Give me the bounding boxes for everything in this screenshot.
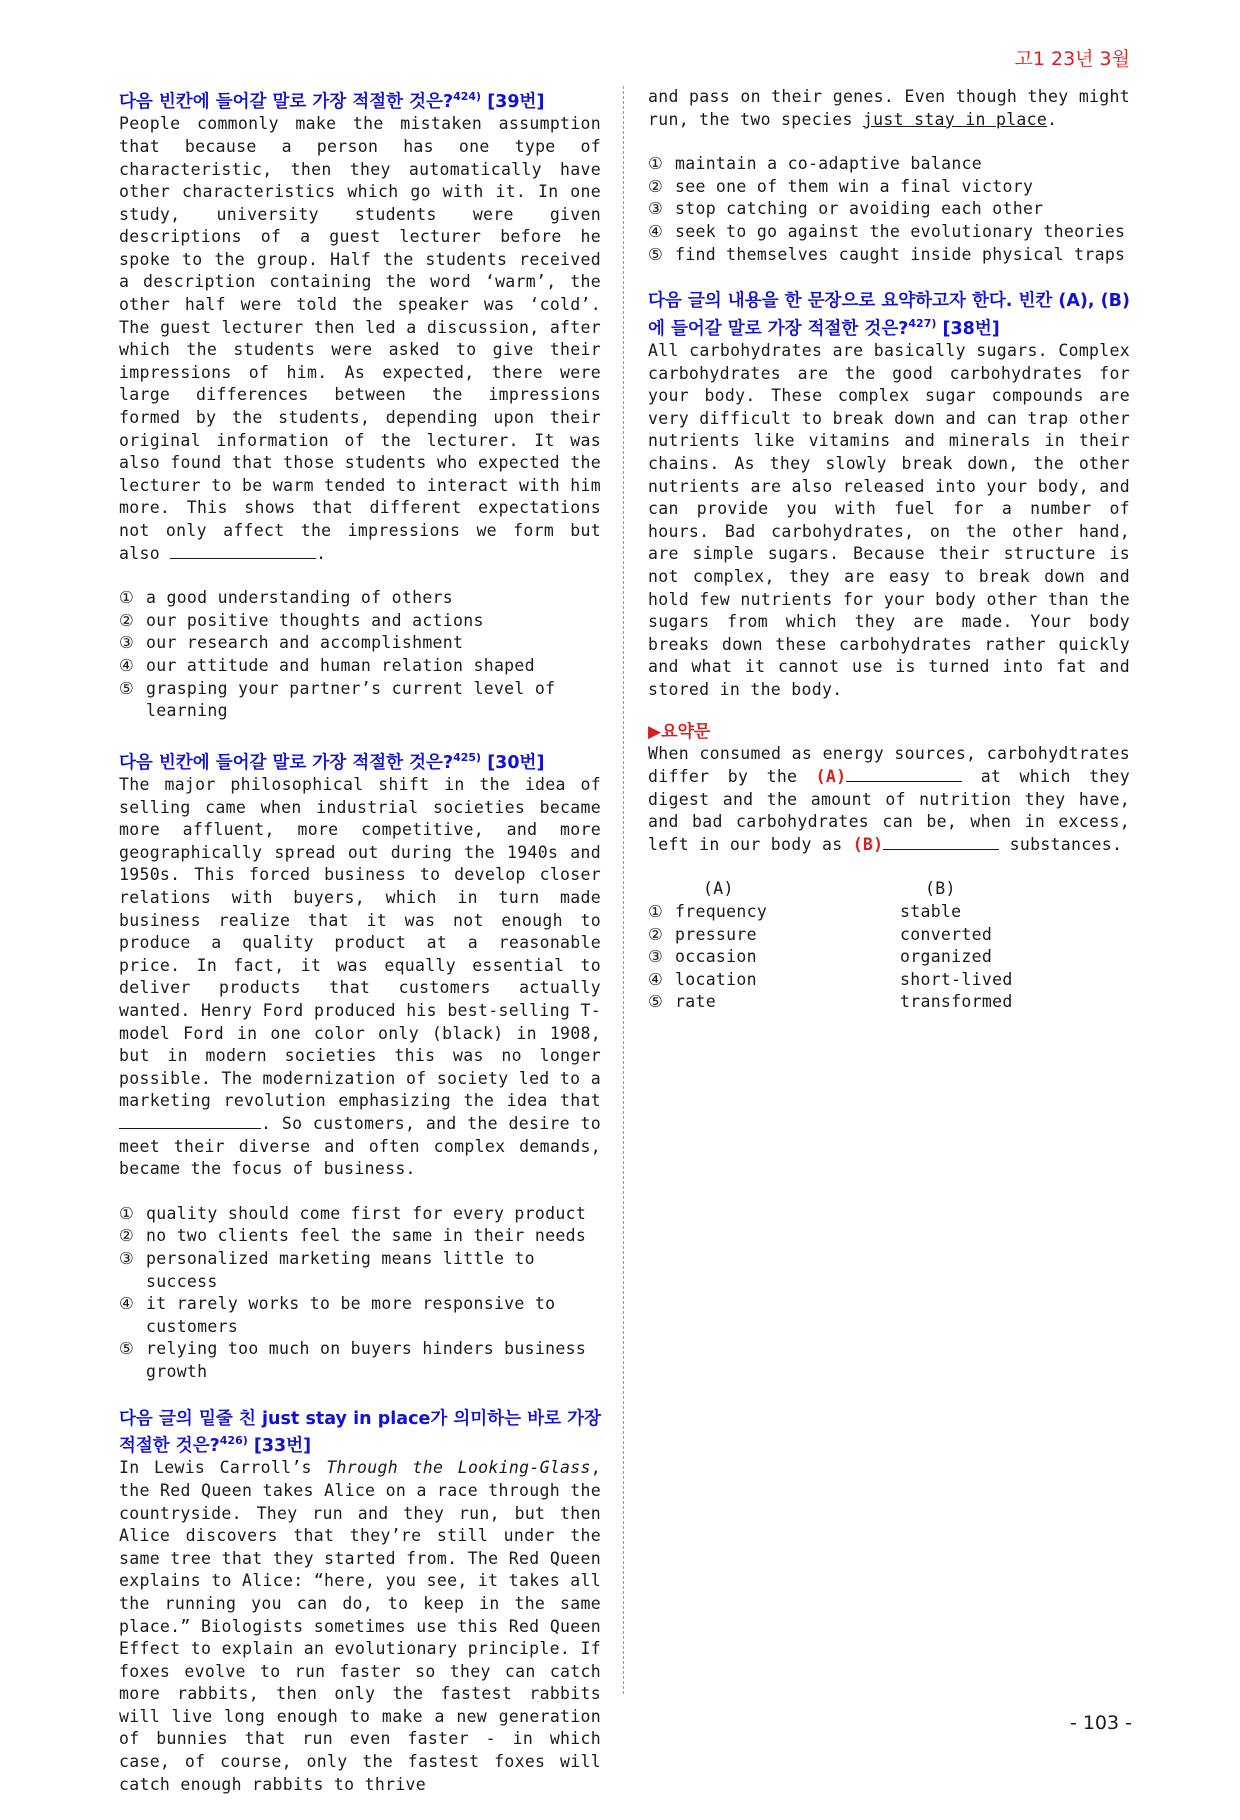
option-text: no two clients feel the same in their needs xyxy=(146,1226,587,1246)
option-5[interactable] xyxy=(119,678,601,723)
blank-marker-b: (B) xyxy=(852,834,884,854)
question-427-heading xyxy=(648,290,1130,340)
option-number: ③ xyxy=(648,947,664,967)
underlined-phrase: just stay in place xyxy=(862,109,1048,129)
option-a-cell xyxy=(648,991,900,1014)
passage-text-cont: , the Red Queen takes Alice on a race through the countryside. They run and they run, but then Alice discovers that they’re still under the same tree that they started from. The Red Queen explains to Alice: “here, you see, it takes all the running you can do, to keep in the same place.” Biologists sometimes use this Red Queen Effect to explain an evolutionary principle. If foxes evolve to run faster so they can catch more rabbits, then only the fastest rabbits will live long enough to make a new generation of bunnies that run even faster - in which case, of course, only the fastest foxes will catch enough rabbits to thrive xyxy=(119,1458,601,1794)
option-text: maintain a co-adaptive balance xyxy=(675,154,983,174)
option-text: stop catching or avoiding each other xyxy=(675,199,1044,219)
question-426-passage-part2 xyxy=(648,86,1130,131)
question-426-heading xyxy=(119,1408,601,1458)
option-5[interactable] xyxy=(119,1338,601,1383)
summary-label: ▶요약문 xyxy=(648,722,711,743)
option-number: ④ xyxy=(119,1294,135,1314)
question-426-tag: [33번] xyxy=(253,1435,312,1456)
option-number: ⑤ xyxy=(119,1339,135,1359)
option-5[interactable] xyxy=(648,244,1130,267)
page-header: 고1 23년 3월 xyxy=(1014,48,1130,70)
option-number: ⑤ xyxy=(648,992,664,1012)
question-426-title: 다음 글의 밑줄 친 just stay in place가 의미하는 바로 가장 적절한 것은? xyxy=(119,1408,601,1456)
page-number: - 103 - xyxy=(1069,1712,1132,1734)
left-column xyxy=(119,86,601,1820)
question-424-title: 다음 빈칸에 들어갈 말로 가장 적절한 것은? xyxy=(119,91,454,112)
question-427-tag: [38번] xyxy=(942,318,1000,339)
answer-blank xyxy=(170,544,316,559)
question-427-passage: All carbohydrates are basically sugars. Complex carbohydrates are the good carbohydrates for your body. These complex sugar compounds are very difficult to break down and can trap other nutrients like vitamins and minerals in their chains. As they slowly break down, the other nutrients are also released into your body, and can provide you with fuel for a number of hours. Bad carbohydrates, on the other hand, are simple sugars. Because their structure is not complex, they are easy to break down and hold few nutrients for your body other than the sugars from which they are made. Your body breaks down these carbohydrates rather quickly and what it cannot use is turned into fat and stored in the body. xyxy=(648,340,1130,699)
option-1[interactable] xyxy=(119,587,601,610)
question-424-tag: [39번] xyxy=(487,91,545,112)
question-425-title: 다음 빈칸에 들어갈 말로 가장 적절한 것은? xyxy=(119,752,454,773)
option-2[interactable] xyxy=(119,1225,601,1248)
option-4[interactable] xyxy=(119,655,601,678)
question-426-continued xyxy=(648,86,1130,266)
option-b-text: transformed xyxy=(900,992,1013,1012)
question-427 xyxy=(648,290,1130,1014)
option-4[interactable] xyxy=(119,1293,601,1338)
option-text: our research and accomplishment xyxy=(146,633,464,653)
question-426-number: 426) xyxy=(219,1434,248,1448)
answer-table-header xyxy=(648,878,1130,901)
option-a-cell xyxy=(648,969,900,992)
option-text: seek to go against the evolutionary theories xyxy=(675,221,1126,241)
option-number: ② xyxy=(648,176,664,196)
option-number: ① xyxy=(119,1203,135,1223)
option-text: our attitude and human relation shaped xyxy=(146,655,535,675)
question-426 xyxy=(119,1408,601,1797)
summary-text: When consumed as energy sources, carbohydtrates differ by the xyxy=(648,744,1130,787)
option-number: ③ xyxy=(648,199,664,219)
question-424-heading xyxy=(119,86,601,113)
option-number: ③ xyxy=(119,633,135,653)
option-a-text: location xyxy=(675,969,757,989)
option-text: relying too much on buyers hinders business growth xyxy=(146,1339,587,1381)
option-number: ① xyxy=(119,588,135,608)
answer-blank xyxy=(119,1114,261,1129)
column-divider xyxy=(623,86,624,1694)
answer-table xyxy=(648,878,1130,1014)
option-4[interactable] xyxy=(648,969,1130,992)
option-number: ③ xyxy=(119,1248,135,1268)
option-a-cell xyxy=(648,924,900,947)
option-b-text: organized xyxy=(900,947,993,967)
question-425-options xyxy=(119,1203,601,1384)
summary-text-end: substances. xyxy=(999,834,1123,854)
option-1[interactable] xyxy=(119,1203,601,1226)
option-number: ⑤ xyxy=(648,244,664,264)
option-3[interactable] xyxy=(119,632,601,655)
option-5[interactable] xyxy=(648,991,1130,1014)
book-title: Through the Looking-Glass xyxy=(326,1458,591,1478)
option-text: it rarely works to be more responsive to customers xyxy=(146,1294,556,1336)
option-b-text: converted xyxy=(900,924,993,944)
option-text: a good understanding of others xyxy=(146,588,454,608)
passage-text: In Lewis Carroll’s xyxy=(119,1458,327,1478)
option-a-text: rate xyxy=(675,992,716,1012)
option-3[interactable] xyxy=(648,198,1130,221)
option-a-text: frequency xyxy=(675,902,768,922)
question-426-options xyxy=(648,153,1130,266)
blank-b xyxy=(883,835,999,850)
question-425-tag: [30번] xyxy=(487,752,545,773)
question-425-heading xyxy=(119,747,601,774)
option-a-text: occasion xyxy=(675,947,757,967)
option-number: ④ xyxy=(648,221,664,241)
option-b-text: short-lived xyxy=(900,969,1013,989)
summary-text-cont: at which they digest and the amount of nutrition they have, and bad carbohydrates can be, when in excess, left in our body as xyxy=(648,767,1131,854)
blank-a xyxy=(846,767,962,782)
question-424-options xyxy=(119,587,601,723)
option-2[interactable] xyxy=(648,176,1130,199)
passage-text: and pass on their genes. Even though they might run, the two species xyxy=(648,87,1130,129)
option-number: ⑤ xyxy=(119,678,135,698)
question-425-passage xyxy=(119,774,601,1181)
option-number: ④ xyxy=(648,969,664,989)
question-427-title: 다음 글의 내용을 한 문장으로 요약하고자 한다. 빈칸 (A), (B)에 들어갈 말로 가장 적절한 것은? xyxy=(648,291,1131,339)
option-text: find themselves caught inside physical traps xyxy=(675,244,1126,264)
option-number: ② xyxy=(119,610,135,630)
question-425 xyxy=(119,747,601,1384)
option-a-cell xyxy=(648,946,900,969)
passage-text: The major philosophical shift in the idea of selling came when industrial societies became more affluent, more competitive, and more geographically spread out during the 1940s and 1950s. This forced business to develop closer relations with buyers, which in turn made business realize that it was not enough to produce a quality product at a reasonable price. In fact, it was equally essential to deliver products that customers actually wanted. Henry Ford produced his best-selling T-model Ford in one color only (black) in 1908, but in modern societies this was no longer possible. The modernization of society led to a marketing revolution emphasizing the idea that xyxy=(119,775,601,1111)
option-text: see one of them win a final victory xyxy=(675,176,1034,196)
column-b-label: (B) xyxy=(925,879,956,899)
option-b-text: stable xyxy=(900,902,962,922)
option-3[interactable] xyxy=(119,1248,601,1293)
option-text: quality should come first for every product xyxy=(146,1203,587,1223)
passage-end: . xyxy=(316,543,327,563)
option-a-text: pressure xyxy=(675,924,757,944)
passage-end: . xyxy=(1047,109,1058,129)
option-3[interactable] xyxy=(648,946,1130,969)
option-2[interactable] xyxy=(648,924,1130,947)
question-424-passage xyxy=(119,113,601,565)
option-1[interactable] xyxy=(648,153,1130,176)
question-426-passage-part1 xyxy=(119,1457,601,1796)
option-2[interactable] xyxy=(119,610,601,633)
option-number: ① xyxy=(648,154,664,174)
option-4[interactable] xyxy=(648,221,1130,244)
option-number: ④ xyxy=(119,655,135,675)
option-text: grasping your partner’s current level of learning xyxy=(146,678,556,721)
option-text: our positive thoughts and actions xyxy=(146,610,484,630)
option-number: ② xyxy=(648,924,664,944)
option-number: ① xyxy=(648,902,664,922)
right-column xyxy=(648,86,1130,1038)
summary-sentence xyxy=(648,743,1130,856)
passage-text-after: . So customers, and the desire to meet their diverse and often complex demands, became the focus of business. xyxy=(119,1114,601,1179)
blank-marker-a: (A) xyxy=(815,767,847,787)
option-number: ② xyxy=(119,1226,135,1246)
question-424-number: 424) xyxy=(453,90,482,103)
question-427-number: 427) xyxy=(908,316,937,330)
option-1[interactable] xyxy=(648,901,1130,924)
option-a-cell xyxy=(648,901,900,924)
option-text: personalized marketing means little to success xyxy=(146,1248,535,1291)
question-425-number: 425) xyxy=(453,750,482,764)
question-424 xyxy=(119,86,601,723)
column-a-label: (A) xyxy=(703,879,734,899)
passage-text: People commonly make the mistaken assumption that because a person has one type of characteristic, then they automatically have other characteristics which go with it. In one study, university students were given descriptions of a guest lecturer before he spoke to the group. Half the students received a description containing the word ‘warm’, the other half were told the speaker was ‘cold’. The guest lecturer then led a discussion, after which the students were asked to give their impressions of him. As expected, there were large differences between the impressions formed by the students, depending upon their original information of the lecturer. It was also found that those students who expected the lecturer to be warm tended to interact with him more. This shows that different expectations not only affect the impressions we form but also xyxy=(119,114,601,563)
